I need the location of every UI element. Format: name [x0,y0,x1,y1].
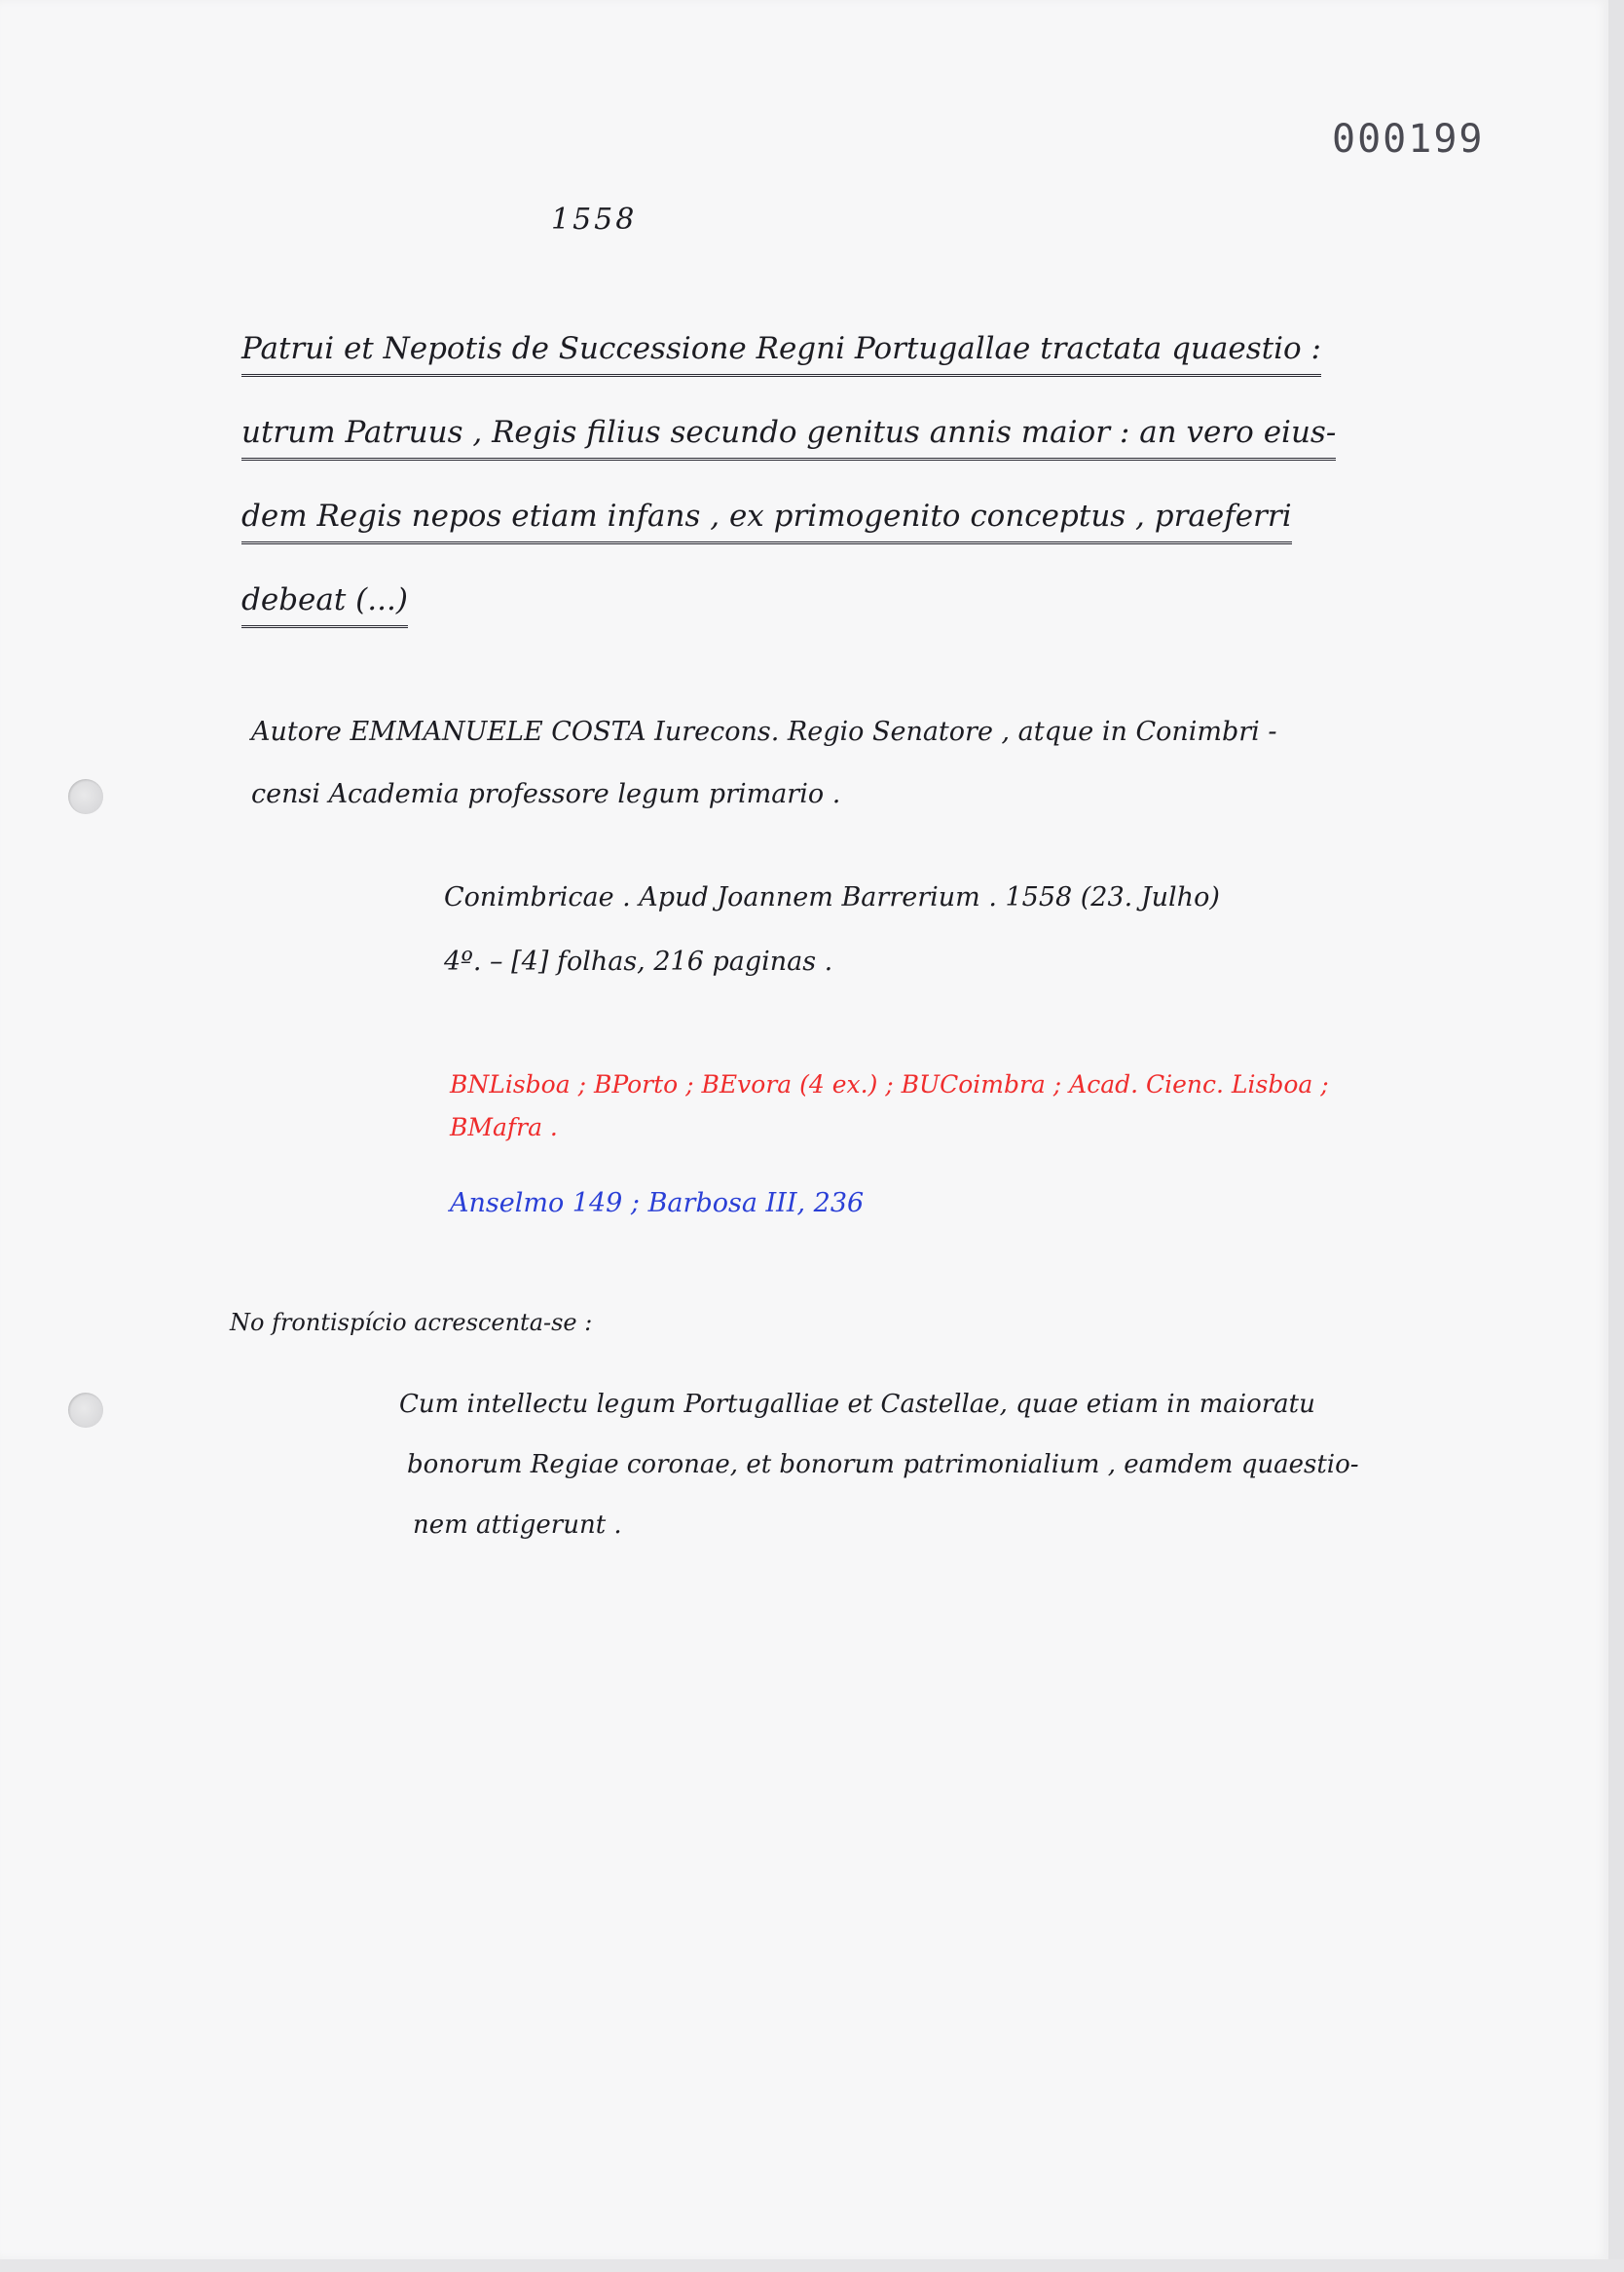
references-line: Anselmo 149 ; Barbosa III, 236 [450,1188,865,1218]
frontispiece-label: No frontispício acrescenta-se : [230,1309,593,1336]
imprint-line-2: 4º. – [4] folhas, 216 paginas . [444,947,833,977]
imprint-line-1: Conimbricae . Apud Joannem Barrerium . 1558 (23. Julho) [444,882,1220,913]
author-line-1: Autore EMMANUELE COSTA Iurecons. Regio Senatore , atque in Conimbri - [251,717,1277,747]
archive-stamp-number: 000199 [1332,117,1485,162]
scan-edge-bottom [0,2259,1624,2272]
frontispiece-line-3: nem attigerunt . [413,1510,622,1540]
scan-edge-right [1608,0,1624,2272]
libraries-line-1: BNLisboa ; BPorto ; BEvora (4 ex.) ; BUCoimbra ; Acad. Cienc. Lisboa ; [450,1070,1329,1099]
libraries-line-2: BMafra . [450,1113,558,1141]
title-line-1: Patrui et Nepotis de Successione Regni Portugallae tractata quaestio : [241,329,1321,377]
title-line-2: utrum Patruus , Regis filius secundo genitus annis maior : an vero eius- [241,413,1336,461]
author-line-2: censi Academia professore legum primario . [251,779,841,809]
binder-hole-top [68,779,103,814]
publication-year: 1558 [551,203,638,237]
binder-hole-bottom [68,1393,103,1428]
title-line-3: dem Regis nepos etiam infans , ex primogenito conceptus , praeferri [241,497,1292,544]
frontispiece-line-2: bonorum Regiae coronae, et bonorum patrimonialium , eamdem quaestio- [407,1450,1359,1479]
title-line-4: debeat (...) [241,580,408,628]
frontispiece-line-1: Cum intellectu legum Portugalliae et Castellae, quae etiam in maioratu [399,1390,1315,1419]
